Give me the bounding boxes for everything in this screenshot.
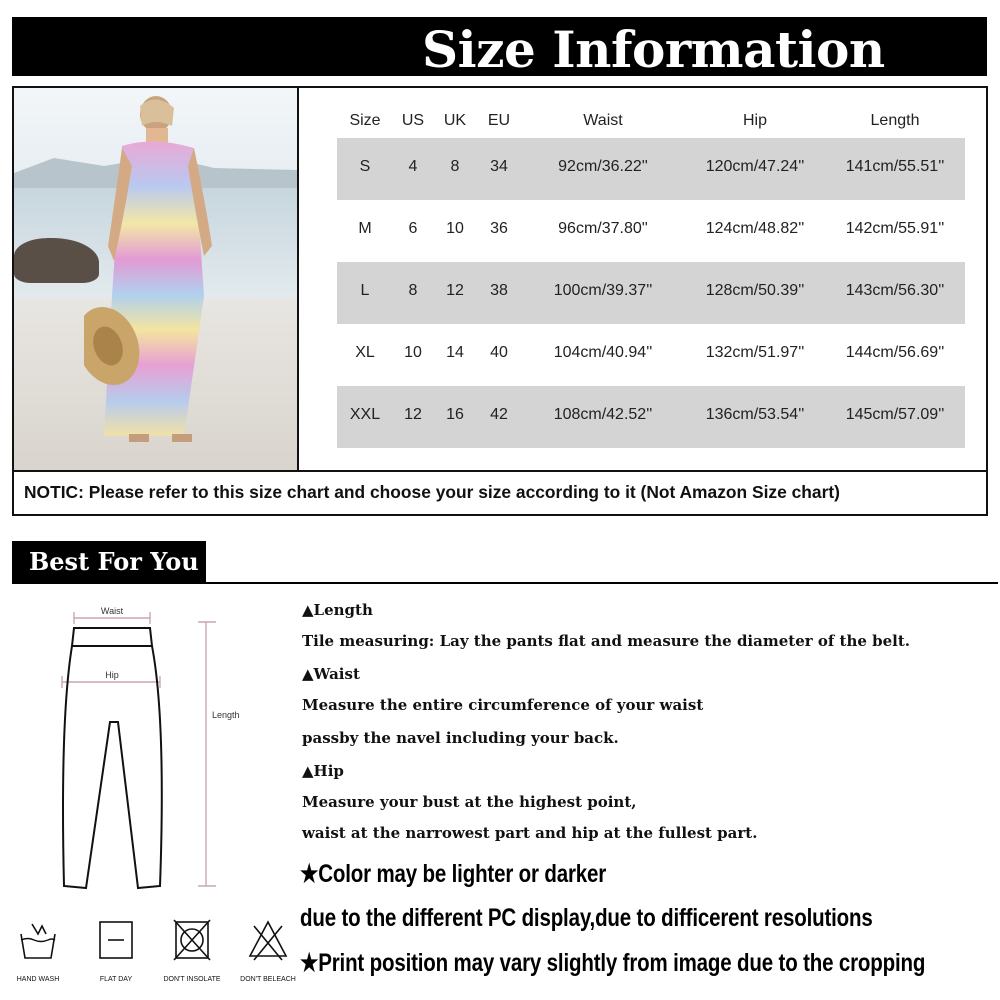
section-divider bbox=[12, 582, 998, 584]
length-heading: ▲Length bbox=[302, 601, 373, 619]
table-cell: 8 bbox=[450, 158, 460, 175]
table-cell: 16 bbox=[446, 406, 464, 423]
waist-label: Waist bbox=[100, 606, 124, 616]
hip-text-2: waist at the narrowest part and hip at the fullest part. bbox=[302, 824, 758, 842]
print-position-note: ★Print position may vary slightly from image due to the cropping bbox=[300, 949, 926, 977]
table-cell: 108cm/42.52'' bbox=[553, 406, 653, 423]
pants-diagram bbox=[40, 600, 270, 900]
table-row bbox=[337, 138, 965, 200]
color-note: ★Color may be lighter or darker bbox=[300, 860, 607, 888]
length-label: Length bbox=[212, 710, 240, 720]
table-cell: 128cm/50.39'' bbox=[705, 282, 805, 299]
table-cell: 40 bbox=[490, 344, 508, 361]
hip-heading: ▲Hip bbox=[302, 762, 344, 780]
col-header-hip: Hip bbox=[742, 112, 767, 129]
best-for-you-tab bbox=[12, 541, 206, 583]
table-cell: 6 bbox=[408, 220, 418, 237]
care-label: DON'T INSOLATE bbox=[163, 976, 221, 983]
table-cell: XXL bbox=[349, 406, 381, 423]
table-cell: 92cm/36.22'' bbox=[558, 158, 648, 175]
col-header-uk: UK bbox=[443, 112, 467, 129]
header-bar bbox=[12, 17, 987, 79]
col-header-size: Size bbox=[349, 112, 381, 129]
care-hand-wash bbox=[8, 918, 68, 990]
col-header-us: US bbox=[401, 112, 425, 129]
table-cell: 4 bbox=[408, 158, 418, 175]
product-photo bbox=[14, 88, 299, 470]
size-info-frame bbox=[12, 86, 988, 516]
table-cell: 142cm/55.91'' bbox=[845, 220, 945, 237]
waistband-outline bbox=[72, 628, 152, 646]
table-row bbox=[337, 200, 965, 262]
table-cell: XL bbox=[355, 344, 375, 361]
hand-wash-icon bbox=[16, 918, 60, 962]
table-row bbox=[337, 262, 965, 324]
table-cell: 144cm/56.69'' bbox=[845, 344, 945, 361]
waist-text-1: Measure the entire circumference of your waist bbox=[302, 696, 704, 714]
table-cell: 141cm/55.51'' bbox=[845, 158, 945, 175]
table-cell: 34 bbox=[490, 158, 508, 175]
table-cell: 42 bbox=[490, 406, 508, 423]
table-cell: 8 bbox=[408, 282, 418, 299]
col-header-length: Length bbox=[870, 112, 920, 129]
care-label: DON'T BELEACH bbox=[240, 976, 296, 983]
hip-label: Hip bbox=[105, 670, 119, 680]
table-cell: 143cm/56.30'' bbox=[845, 282, 945, 299]
care-flat-dry bbox=[86, 918, 146, 990]
notice-row bbox=[14, 470, 986, 514]
model-figure bbox=[84, 96, 254, 466]
size-notice: NOTIC: Please refer to this size chart and choose your size according to it (Not Amazon Size chart) bbox=[24, 482, 840, 502]
waist-text-2: passby the navel including your back. bbox=[302, 729, 619, 747]
table-cell: 10 bbox=[404, 344, 422, 361]
table-cell: 36 bbox=[490, 220, 508, 237]
length-text: Tile measuring: Lay the pants flat and measure the diameter of the belt. bbox=[302, 632, 911, 650]
table-cell: 12 bbox=[404, 406, 422, 423]
col-header-waist: Waist bbox=[583, 112, 623, 129]
care-label: FLAT DAY bbox=[99, 976, 133, 983]
table-cell: L bbox=[360, 282, 370, 299]
table-cell: S bbox=[359, 158, 371, 175]
display-note: due to the different PC display,due to difficerent resolutions bbox=[300, 904, 873, 932]
waist-heading: ▲Waist bbox=[302, 665, 360, 683]
table-cell: 12 bbox=[446, 282, 464, 299]
page-title: Size Information bbox=[422, 20, 885, 79]
table-cell: 10 bbox=[446, 220, 464, 237]
table-cell: 96cm/37.80'' bbox=[558, 220, 648, 237]
care-dont-insolate bbox=[162, 918, 222, 990]
table-cell: 38 bbox=[490, 282, 508, 299]
flat-dry-icon bbox=[94, 918, 138, 962]
no-bleach-icon bbox=[246, 918, 290, 962]
care-label: HAND WASH bbox=[16, 976, 60, 983]
table-cell: 132cm/51.97'' bbox=[705, 344, 805, 361]
col-header-eu: EU bbox=[487, 112, 511, 129]
no-tumble-dry-icon bbox=[170, 918, 214, 962]
table-cell: 136cm/53.54'' bbox=[705, 406, 805, 423]
table-cell: M bbox=[358, 220, 372, 237]
best-for-you-title: Best For You bbox=[29, 547, 199, 576]
table-row bbox=[337, 386, 965, 448]
table-row bbox=[337, 324, 965, 386]
table-cell: 124cm/48.82'' bbox=[705, 220, 805, 237]
table-cell: 14 bbox=[446, 344, 464, 361]
table-cell: 120cm/47.24'' bbox=[705, 158, 805, 175]
hip-text-1: Measure your bust at the highest point, bbox=[302, 793, 637, 811]
table-cell: 104cm/40.94'' bbox=[553, 344, 653, 361]
care-dont-bleach bbox=[238, 918, 298, 990]
table-cell: 100cm/39.37'' bbox=[553, 282, 653, 299]
table-cell: 145cm/57.09'' bbox=[845, 406, 945, 423]
